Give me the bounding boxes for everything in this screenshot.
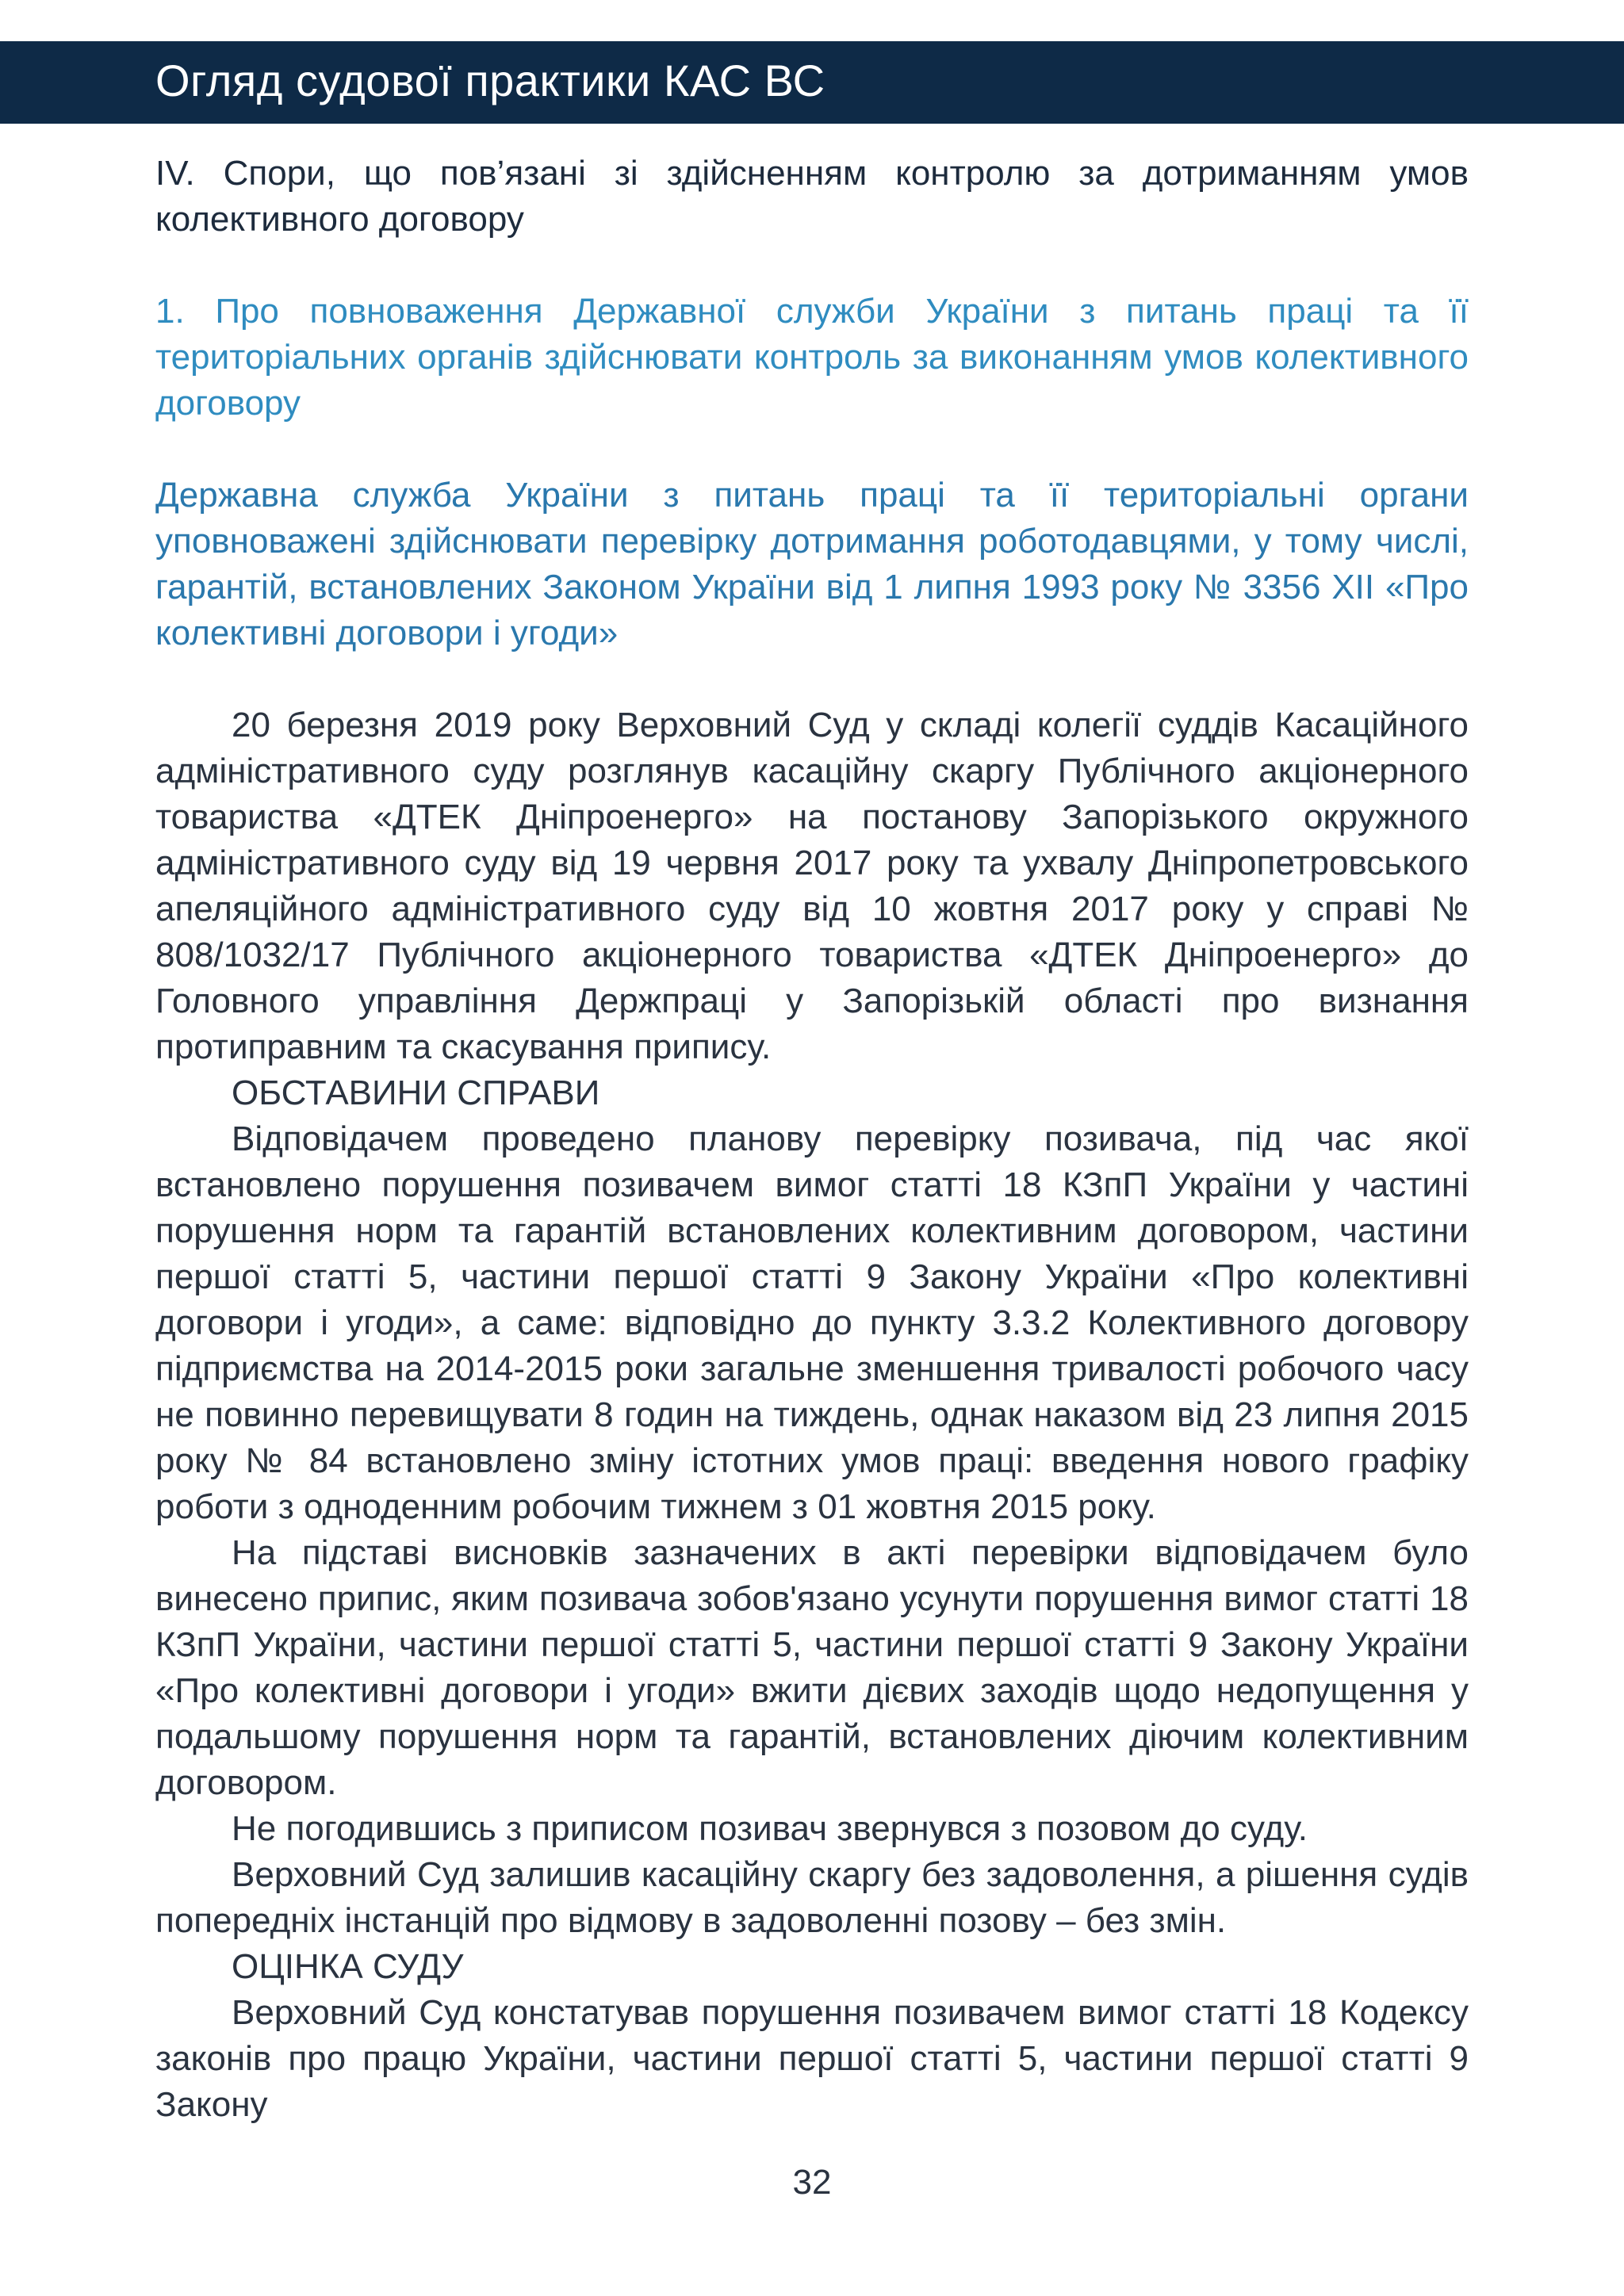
document-title: Огляд судової практики КАС ВС — [155, 55, 825, 105]
paragraph: Верховний Суд констатував порушення позивачем вимог статті 18 Кодексу законів про працю України, частини першої статті 5, частини першої статті 9 Закону — [155, 1993, 1469, 2124]
paragraph: Верховний Суд залишив касаційну скаргу без задоволення, а рішення судів попередніх інстанцій про відмову в задоволенні позову – без змін. — [155, 1855, 1469, 1940]
court-assessment-heading: ОЦІНКА СУДУ — [232, 1947, 464, 1986]
legal-summary: Державна служба України з питань праці та її територіальні органи уповноважені здійснювати перевірку дотримання роботодавцями, у тому числі, гарантій, встановлених Законом України від 1 липня 1993 року № 3356 XII «Про колективні договори і угоди» — [155, 476, 1469, 652]
subsection-heading: 1. Про повноваження Державної служби України з питань праці та її територіальних органів здійснювати контроль за виконанням умов колективного договору — [155, 292, 1469, 423]
section-heading: IV. Спори, що пов’язані зі здійсненням контролю за дотриманням умов колективного договору — [155, 154, 1469, 239]
paragraph: 20 березня 2019 року Верховний Суд у складі колегії суддів Касаційного адміністративного суду розглянув касаційну скаргу Публічного акціонерного товариства «ДТЕК Дніпроенерго» на постанову Запорізького окружного адміністративного суду від 19 червня 2017 року та ухвалу Дніпропетровського апеляційного адміністративного суду від 10 жовтня 2017 року у справі № 808/1032/17 Публічного акціонерного товариства «ДТЕК Дніпроенерго» до Головного управління Держпраці у Запорізькій області про визнання протиправним та скасування припису. — [155, 706, 1469, 1066]
body-text — [155, 702, 1469, 2128]
page-content — [155, 151, 1469, 2128]
page-number: 32 — [792, 2163, 832, 2202]
paragraph: Не погодившись з приписом позивач звернувся з позовом до суду. — [232, 1809, 1308, 1848]
case-circumstances-heading: ОБСТАВИНИ СПРАВИ — [232, 1073, 600, 1112]
paragraph: На підставі висновків зазначених в акті перевірки відповідачем було винесено припис, яким позивача зобов'язано усунути порушення вимог статті 18 КЗпП України, частини першої статті 5, частини першої статті 9 Закону України «Про колективні договори і угоди» вжити дієвих заходів щодо недопущення у подальшому порушення норм та гарантій, встановлених діючим колективним договором. — [155, 1533, 1469, 1802]
paragraph: Відповідачем проведено планову перевірку позивача, під час якої встановлено порушення позивачем вимог статті 18 КЗпП України у частині порушення норм та гарантій встановлених колективним договором, частини першої статті 5, частини першої статті 9 Закону України «Про колективні договори і угоди», а саме: відповідно до пункту 3.3.2 Колективного договору підприємства на 2014-2015 роки загальне зменшення тривалості робочого часу не повинно перевищувати 8 годин на тиждень, однак наказом від 23 липня 2015 року № 84 встановлено зміну істотних умов праці: введення нового графіку роботи з одноденним робочим тижнем з 01 жовтня 2015 року. — [155, 1119, 1469, 1526]
